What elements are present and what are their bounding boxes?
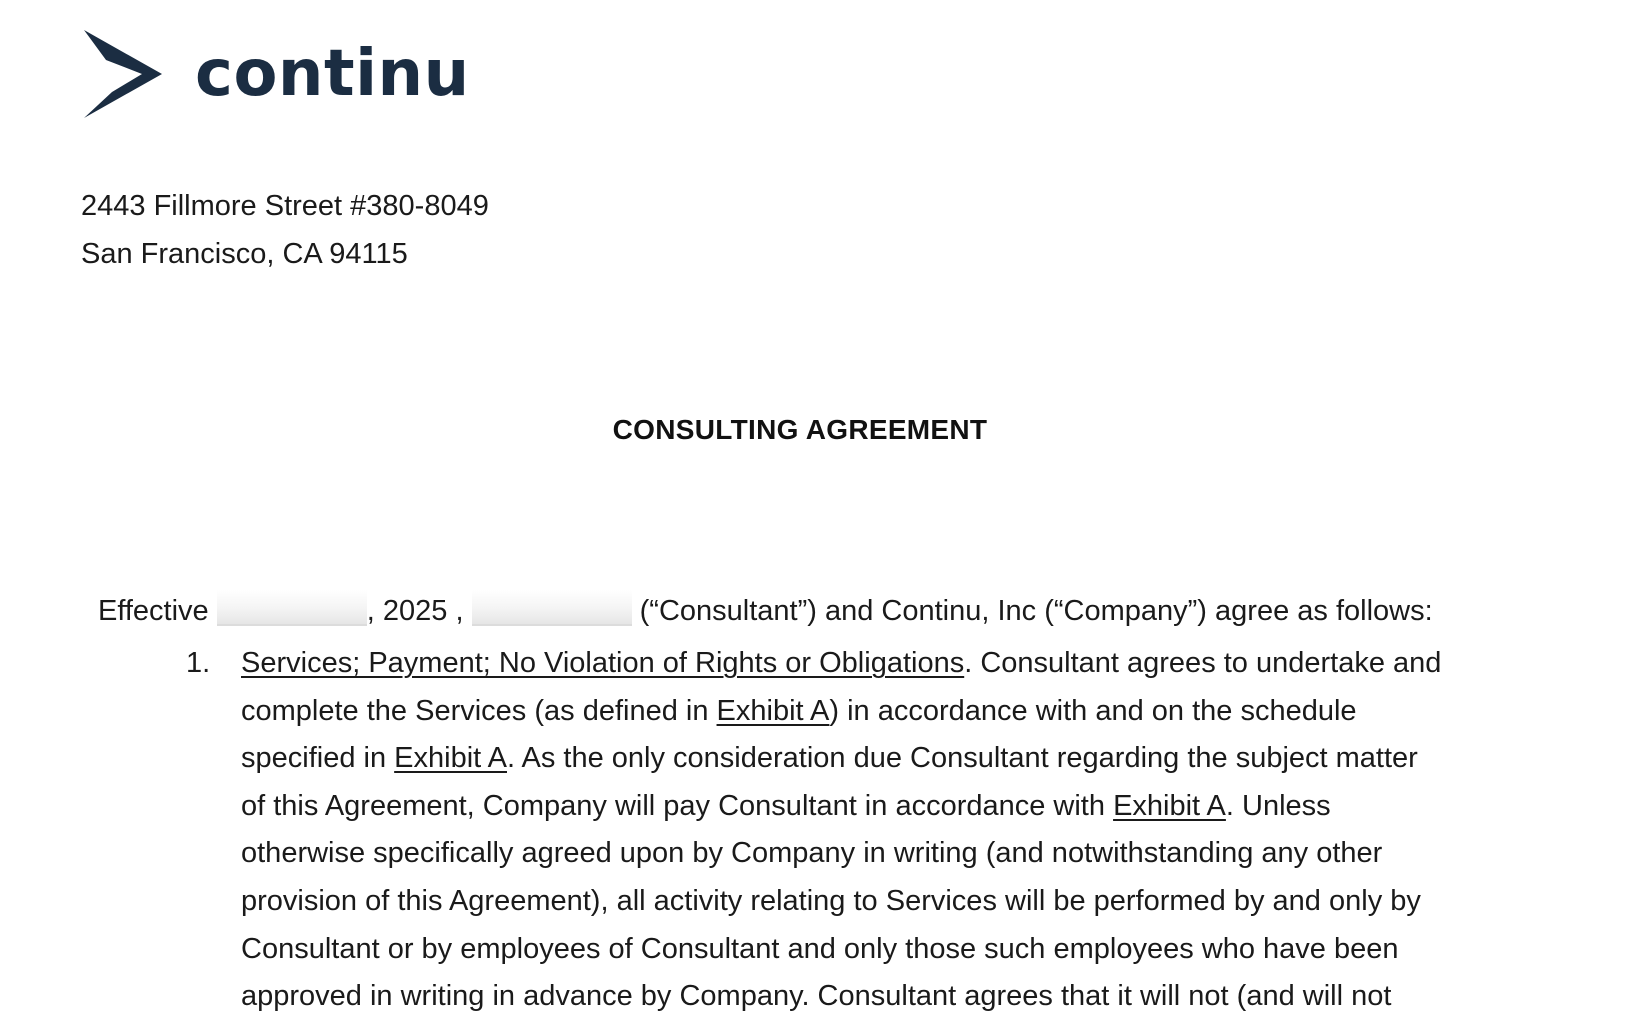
clause-number: 1. (186, 647, 211, 679)
clause-line-8: approved in writing in advance by Company. Consultant agrees that it will not (and will not (241, 980, 1392, 1013)
exhibit-a-reference: Exhibit A (394, 742, 507, 775)
clause-line-3 (241, 735, 1531, 783)
clause-line-5: otherwise specifically agreed upon by Company in writing (and notwithstanding any other (241, 837, 1383, 870)
clause-line-7: Consultant or by employees of Consultant and only those such employees who have been (241, 932, 1399, 965)
clause-body (241, 640, 1531, 1021)
effective-year: , 2025 , (366, 595, 464, 627)
clause-heading: Services; Payment; No Violation of Rights or Obligations (241, 647, 965, 679)
clause-line-6: provision of this Agreement), all activity relating to Services will be performed by and only by (241, 884, 1421, 917)
logo-wordmark: continu (195, 37, 470, 111)
clause-line-3-pre: specified in (241, 742, 395, 775)
continu-logo (84, 30, 470, 120)
clause-line-1-text: . Consultant agrees to undertake and (964, 647, 1442, 679)
clause-line-2 (241, 688, 1531, 736)
exhibit-a-reference: Exhibit A (1113, 789, 1226, 822)
effective-suffix: (“Consultant”) and Continu, Inc (“Company”) agree as follows: (639, 595, 1433, 627)
redacted-consultant-name (472, 590, 632, 626)
address-line-2: San Francisco, CA 94115 (81, 238, 408, 270)
continu-arrow-logo-icon (84, 30, 166, 120)
clause-line-4-post: . Unless (1225, 789, 1331, 822)
effective-prefix: Effective (98, 595, 209, 627)
exhibit-a-reference: Exhibit A (716, 694, 830, 727)
address-line-1: 2443 Fillmore Street #380-8049 (81, 190, 489, 222)
clause-line-4-pre: of this Agreement, Company will pay Consultant in accordance with (241, 789, 1114, 822)
clause-line-2-post: ) in accordance with and on the schedule (829, 694, 1357, 727)
redacted-date (217, 590, 367, 626)
clause-line-4 (241, 783, 1531, 831)
company-address (81, 182, 489, 278)
document-title: CONSULTING AGREEMENT (612, 414, 988, 445)
clause-line-3-post: . As the only consideration due Consultant regarding the subject matter (507, 742, 1418, 775)
clause-line-2-pre: complete the Services (as defined in (241, 694, 717, 727)
effective-statement (98, 590, 1433, 631)
clause-line-1 (241, 640, 1531, 688)
